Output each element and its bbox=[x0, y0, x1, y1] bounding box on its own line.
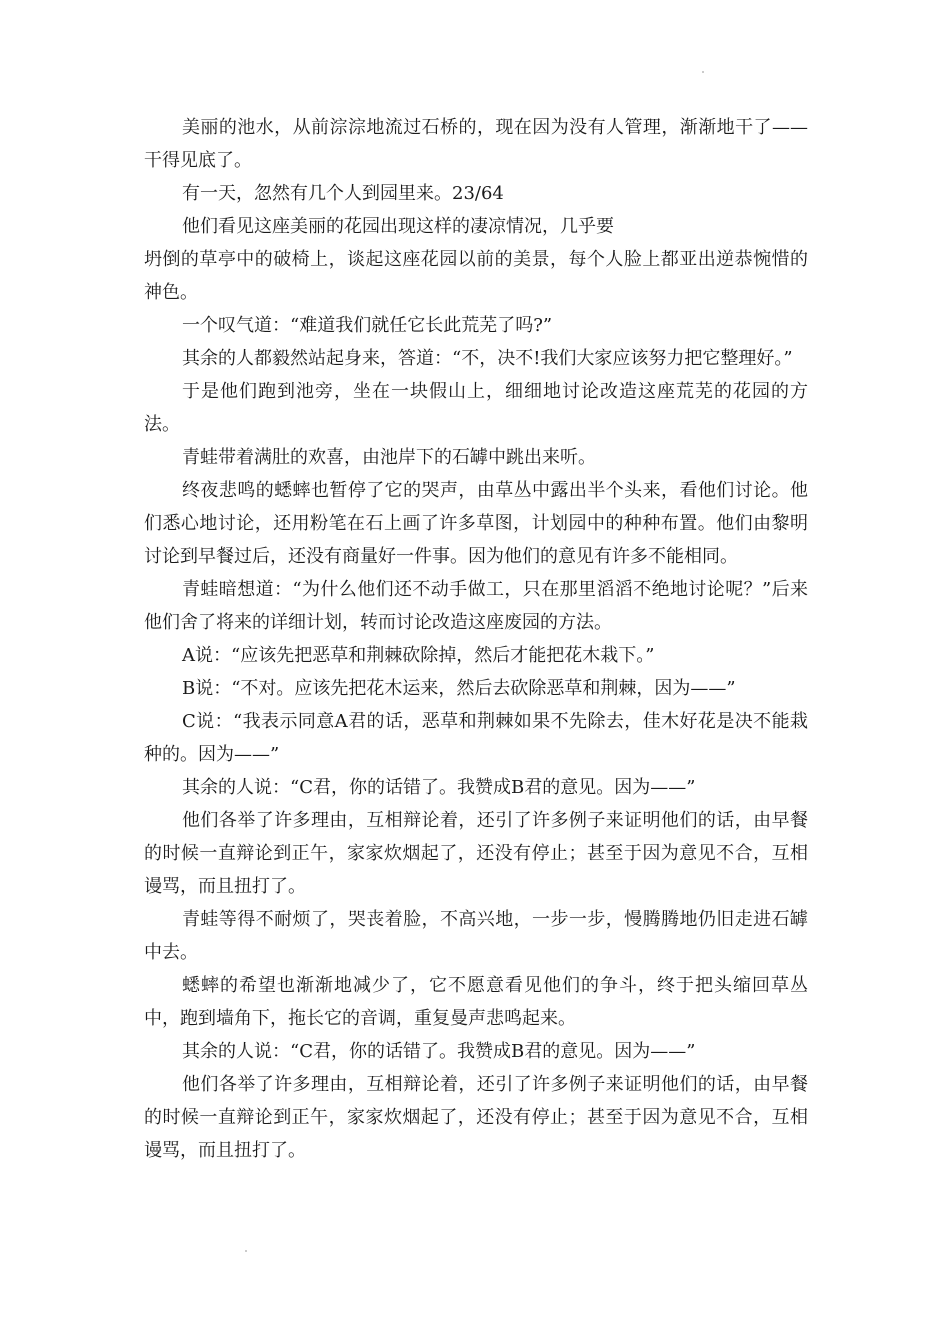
paragraph: 坍倒的草亭中的破椅上，谈起这座花园以前的美景，每个人脸上都亚出逆恭惋惜的神色。 bbox=[144, 249, 808, 303]
paragraph: 其余的人说：“C君，你的话错了。我赞成B君的意见。因为——” bbox=[182, 777, 696, 798]
paragraph: 有一天，忽然有几个人到园里来。23/64 bbox=[182, 183, 504, 204]
paragraph: 其余的人都毅然站起身来，答道：“不，决不!我们大家应该努力把它整理好。” bbox=[182, 348, 793, 369]
paragraph: 青蛙等得不耐烦了，哭丧着脸，不高兴地，一步一步，慢腾腾地仍旧走进石罅中去。 bbox=[144, 909, 808, 963]
paragraph: 青蛙带着满肚的欢喜，由池岸下的石罅中跳出来听。 bbox=[182, 447, 596, 468]
paragraph: 他们各举了许多理由，互相辩论着，还引了许多例子来证明他们的话，由早餐的时候一直辩论到正午，家家炊烟起了，还没有停止；甚至于因为意见不合，互相谩骂，而且扭打了。 bbox=[144, 1074, 808, 1161]
page-speck-mark bbox=[245, 1250, 247, 1252]
paragraph: 青蛙暗想道：“为什么他们还不动手做工，只在那里滔滔不绝地讨论呢？”后来他们舍了将来的详细计划，转而讨论改造这座废园的方法。 bbox=[144, 579, 808, 633]
paragraph: 其余的人说：“C君，你的话错了。我赞成B君的意见。因为——” bbox=[182, 1041, 696, 1062]
paragraph: 他们各举了许多理由，互相辩论着，还引了许多例子来证明他们的话，由早餐的时候一直辩论到正午，家家炊烟起了，还没有停止；甚至于因为意见不合，互相谩骂，而且扭打了。 bbox=[144, 810, 808, 897]
paragraph: 蟋蟀的希望也渐渐地减少了，它不愿意看见他们的争斗，终于把头缩回草丛中，跑到墙角下，拖长它的音调，重复曼声悲鸣起来。 bbox=[144, 975, 808, 1029]
paragraph: 终夜悲鸣的蟋蟀也暂停了它的哭声，由草丛中露出半个头来，看他们讨论。他们悉心地讨论，还用粉笔在石上画了许多草图，计划园中的种种布置。他们由黎明讨论到早餐过后，还没有商量好一件事。因为他们的意见有许多不能相同。 bbox=[144, 480, 808, 567]
paragraph: B说：“不对。应该先把花木运来，然后去砍除恶草和荆棘，因为——” bbox=[182, 678, 736, 699]
document-body bbox=[144, 111, 808, 1167]
paragraph: 一个叹气道：“难道我们就任它长此荒芜了吗?” bbox=[182, 315, 553, 336]
paragraph: A说：“应该先把恶草和荆棘砍除掉，然后才能把花木栽下。” bbox=[182, 645, 655, 666]
paragraph: 他们看见这座美丽的花园出现这样的凄凉情况，几乎要 bbox=[182, 216, 614, 237]
paragraph: 美丽的池水，从前淙淙地流过石桥的，现在因为没有人管理，渐渐地干了——干得见底了。 bbox=[144, 117, 808, 171]
paragraph: C说：“我表示同意A君的话，恶草和荆棘如果不先除去，佳木好花是决不能栽种的。因为——” bbox=[144, 711, 808, 765]
page-speck-mark bbox=[702, 71, 704, 73]
paragraph: 于是他们跑到池旁，坐在一块假山上，细细地讨论改造这座荒芜的花园的方法。 bbox=[144, 381, 808, 435]
